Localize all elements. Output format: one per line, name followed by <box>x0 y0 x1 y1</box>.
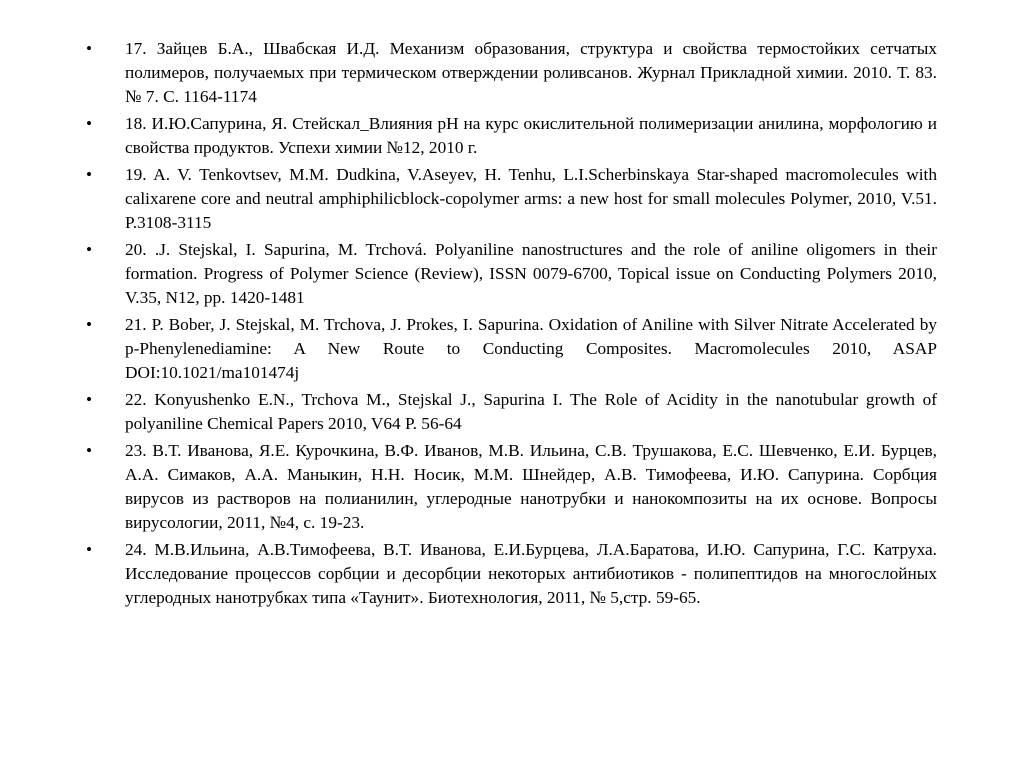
bullet-icon: • <box>86 39 93 58</box>
reference-item-22 <box>86 388 937 436</box>
reference-item-17 <box>86 37 937 109</box>
reference-text: 19. A. V. Tenkovtsev, M.M. Dudkina, V.Aseyev, H. Tenhu, L.I.Scherbinskaya Star-shaped macromolecules with calixarene core and neutral amphiphilicblock-copolymer arms: a new host for small molecules Polymer, 2010, V.51. P.3108-3115 <box>125 165 937 232</box>
bullet-icon: • <box>86 540 93 559</box>
reference-text: 23. В.Т. Иванова, Я.Е. Курочкина, В.Ф. Иванов, М.В. Ильина, С.В. Трушакова, Е.С. Шевченко, Е.И. Бурцев, А.А. Симаков, А.А. Маныкин, Н.Н. Носик, М.М. Шнейдер, А.В. Тимофеева, И.Ю. Сапурина. Сорбция вирусов из растворов на полианилин, углеродные нанотрубки и нанокомпозиты на их основе. Вопросы вирусологии, 2011, №4, с. 19-23. <box>125 441 937 532</box>
reference-text: 24. М.В.Ильина, А.В.Тимофеева, В.Т. Иванова, Е.И.Бурцева, Л.А.Баратова, И.Ю. Сапурина, Г.С. Катруха. Исследование процессов сорбции и десорбции некоторых антибиотиков - полипептидов на многослойных углеродных нанотрубках типа «Таунит». Биотехнология, 2011, № 5,стр. 59-65. <box>125 540 937 607</box>
reference-item-18 <box>86 112 937 160</box>
reference-text: 18. И.Ю.Сапурина, Я. Стейскал_Влияния pH на курс окислительной полимеризации анилина, морфологию и свойства продуктов. Успехи химии №12, 2010 г. <box>125 114 937 157</box>
bullet-icon: • <box>86 390 93 409</box>
bullet-icon: • <box>86 114 93 133</box>
reference-item-19 <box>86 163 937 235</box>
bullet-icon: • <box>86 315 93 334</box>
reference-text: 17. Зайцев Б.А., Швабская И.Д. Механизм образования, структура и свойства термостойких сетчатых полимеров, получаемых при термическом отверждении роливсанов. Журнал Прикладной химии. 2010. Т. 83. № 7. С. 1164-1174 <box>125 39 937 106</box>
reference-text: 21. P. Bober, J. Stejskal, M. Trchova, J. Prokes, I. Sapurina. Oxidation of Aniline with Silver Nitrate Accelerated by p-Phenylenediamine: A New Route to Conducting Composites. Macromolecules 2010, ASAP DOI:10.1021/ma101474j <box>125 315 937 382</box>
reference-item-24 <box>86 538 937 610</box>
bullet-icon: • <box>86 165 93 184</box>
reference-item-23 <box>86 439 937 535</box>
bullet-icon: • <box>86 441 93 460</box>
bullet-icon: • <box>86 240 93 259</box>
reference-text: 20. .J. Stejskal, I. Sapurina, M. Trchová. Polyaniline nanostructures and the role of aniline oligomers in their formation. Progress of Polymer Science (Review), ISSN 0079-6700, Topical issue on Conducting Polymers 2010, V.35, N12, pp. 1420-1481 <box>125 240 937 307</box>
reference-item-21 <box>86 313 937 385</box>
reference-list <box>86 37 937 613</box>
reference-text: 22. Konyushenko E.N., Trchova M., Stejskal J., Sapurina I. The Role of Acidity in the nanotubular growth of polyaniline Chemical Papers 2010, V64 P. 56-64 <box>125 390 937 433</box>
reference-item-20 <box>86 238 937 310</box>
